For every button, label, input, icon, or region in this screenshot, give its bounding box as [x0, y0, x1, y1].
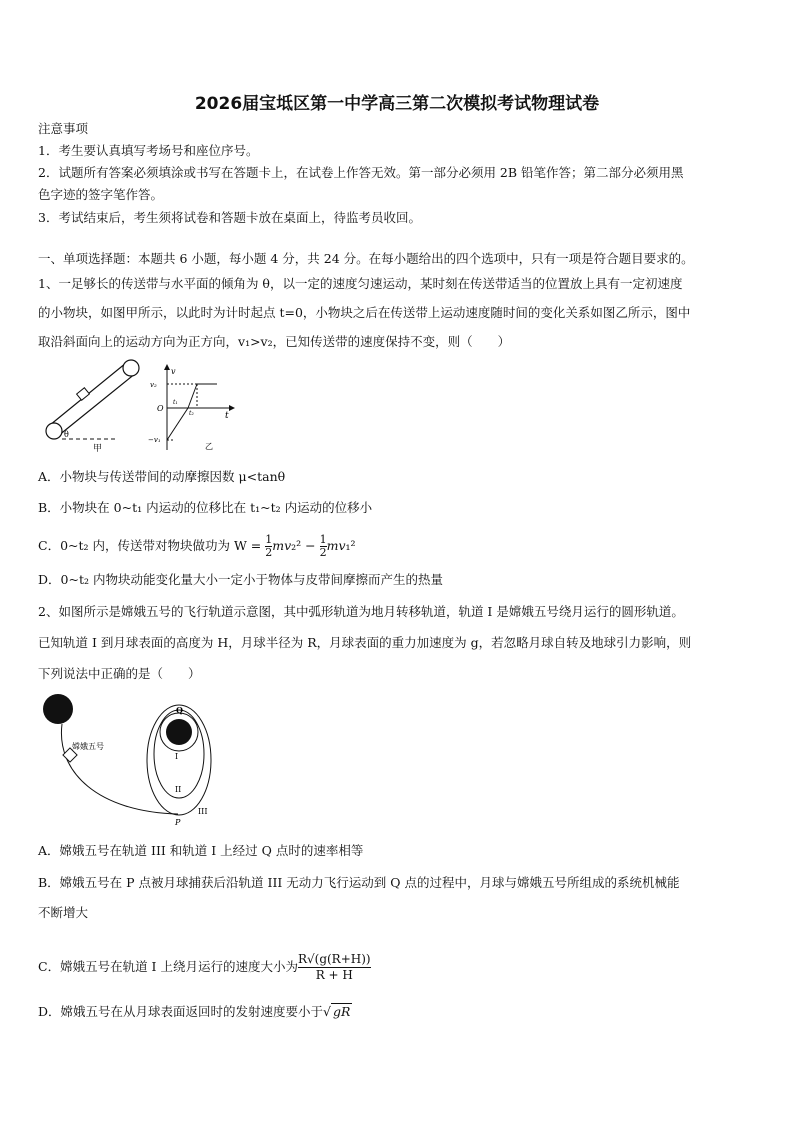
q2-option-b-line1: B．嫦娥五号在 P 点被月球捕获后沿轨道 III 无动力飞行运动到 Q 点的过程中，月球与嫦娥五号所组成的系统机械能 [38, 875, 680, 890]
earth-icon [43, 694, 73, 724]
notice-item-1: 1．考生要认真填写考场号和座位序号。 [38, 143, 259, 158]
page-title: 2026届宝坻区第一中学高三第二次模拟考试物理试卷 [194, 94, 600, 114]
fig-jia-label: 甲 [93, 444, 103, 453]
fig-yi-label: 乙 [205, 442, 213, 451]
q2-option-d: D．嫦娥五号在从月球表面返回时的发射速度要小于√ gR [38, 1004, 351, 1019]
q1-option-a: A．小物块与传送带间的动摩擦因数 μ<tanθ [38, 469, 286, 484]
svg-text:v₂: v₂ [150, 381, 157, 389]
moon-icon [166, 719, 192, 745]
svg-text:O: O [157, 404, 164, 413]
notice-item-3: 3．考试结束后，考生须将试卷和答题卡放在桌面上，待监考员收回。 [38, 210, 421, 225]
svg-text:t: t [225, 411, 229, 421]
q1-stem-line3: 取沿斜面向上的运动方向为正方向，v₁>v₂，已知传送带的速度保持不变，则（ ） [38, 334, 511, 349]
q2-option-b-line2: 不断增大 [38, 905, 89, 920]
svg-text:t₁: t₁ [173, 399, 178, 406]
svg-text:t₂: t₂ [189, 410, 194, 417]
q2-stem-line2: 已知轨道 I 到月球表面的高度为 H，月球半径为 R，月球表面的重力加速度为 g，若忽略月球自转及地球引力影响，则 [38, 635, 692, 650]
q1-option-b: B．小物块在 0~t₁ 内运动的位移比在 t₁~t₂ 内运动的位移小 [38, 500, 373, 515]
svg-text:v: v [171, 367, 176, 376]
q1-stem-line2: 的小物块，如图甲所示，以此时为计时起点 t=0，小物块之后在传送带上运动速度随时间的变化关系如图乙所示，图中 [38, 305, 691, 320]
q1-figure-conveyor [38, 358, 153, 453]
svg-text:III: III [198, 807, 208, 816]
q1-option-d: D．0~t₂ 内物块动能变化量大小一定小于物体与皮带间摩擦而产生的热量 [38, 572, 443, 587]
theta-label: θ [64, 430, 69, 439]
q1-stem-line1: 1、一足够长的传送带与水平面的倾角为 θ，以一定的速度匀速运动，某时刻在传送带适当的位置放上具有一定初速度 [38, 276, 683, 291]
q2-figure-orbits [38, 692, 223, 832]
svg-text:Q: Q [176, 705, 183, 715]
q1-option-c: C．0~t₂ 内，传送带对物块做功为 W = $\frac{1}{2}$ mv₂² − $\frac{1}{2}$ mv₁² [38, 533, 356, 559]
section-heading: 一、单项选择题：本题共 6 小题，每小题 4 分，共 24 分。在每小题给出的四个选项中，只有一项是符合题目要求的。 [38, 251, 694, 266]
q2-stem-line1: 2、如图所示是嫦娥五号的飞行轨道示意图，其中弧形轨道为地月转移轨道，轨道 I 是嫦娥五号绕月运行的圆形轨道。 [38, 604, 684, 619]
svg-text:I: I [175, 752, 179, 761]
q2-option-c: C．嫦娥五号在轨道 I 上绕月运行的速度大小为 $\frac{R√(g(R+H))}{R + H}$ [38, 952, 371, 982]
svg-text:−v₁: −v₁ [148, 436, 161, 444]
svg-text:嫦娥五号: 嫦娥五号 [72, 742, 104, 751]
notice-item-2-cont: 色字迹的签字笔作答。 [38, 187, 164, 202]
svg-text:P: P [175, 818, 181, 827]
q2-stem-line3: 下列说法中正确的是（ ） [38, 666, 201, 681]
q1-figure-vt-graph [145, 362, 240, 454]
svg-text:II: II [175, 785, 182, 794]
q2-option-a: A．嫦娥五号在轨道 III 和轨道 I 上经过 Q 点时的速率相等 [38, 843, 364, 858]
notice-item-2: 2．试题所有答案必须填涂或书写在答题卡上，在试卷上作答无效。第一部分必须用 2B 铅笔作答；第二部分必须用黑 [38, 165, 684, 180]
notice-heading: 注意事项 [38, 121, 89, 136]
